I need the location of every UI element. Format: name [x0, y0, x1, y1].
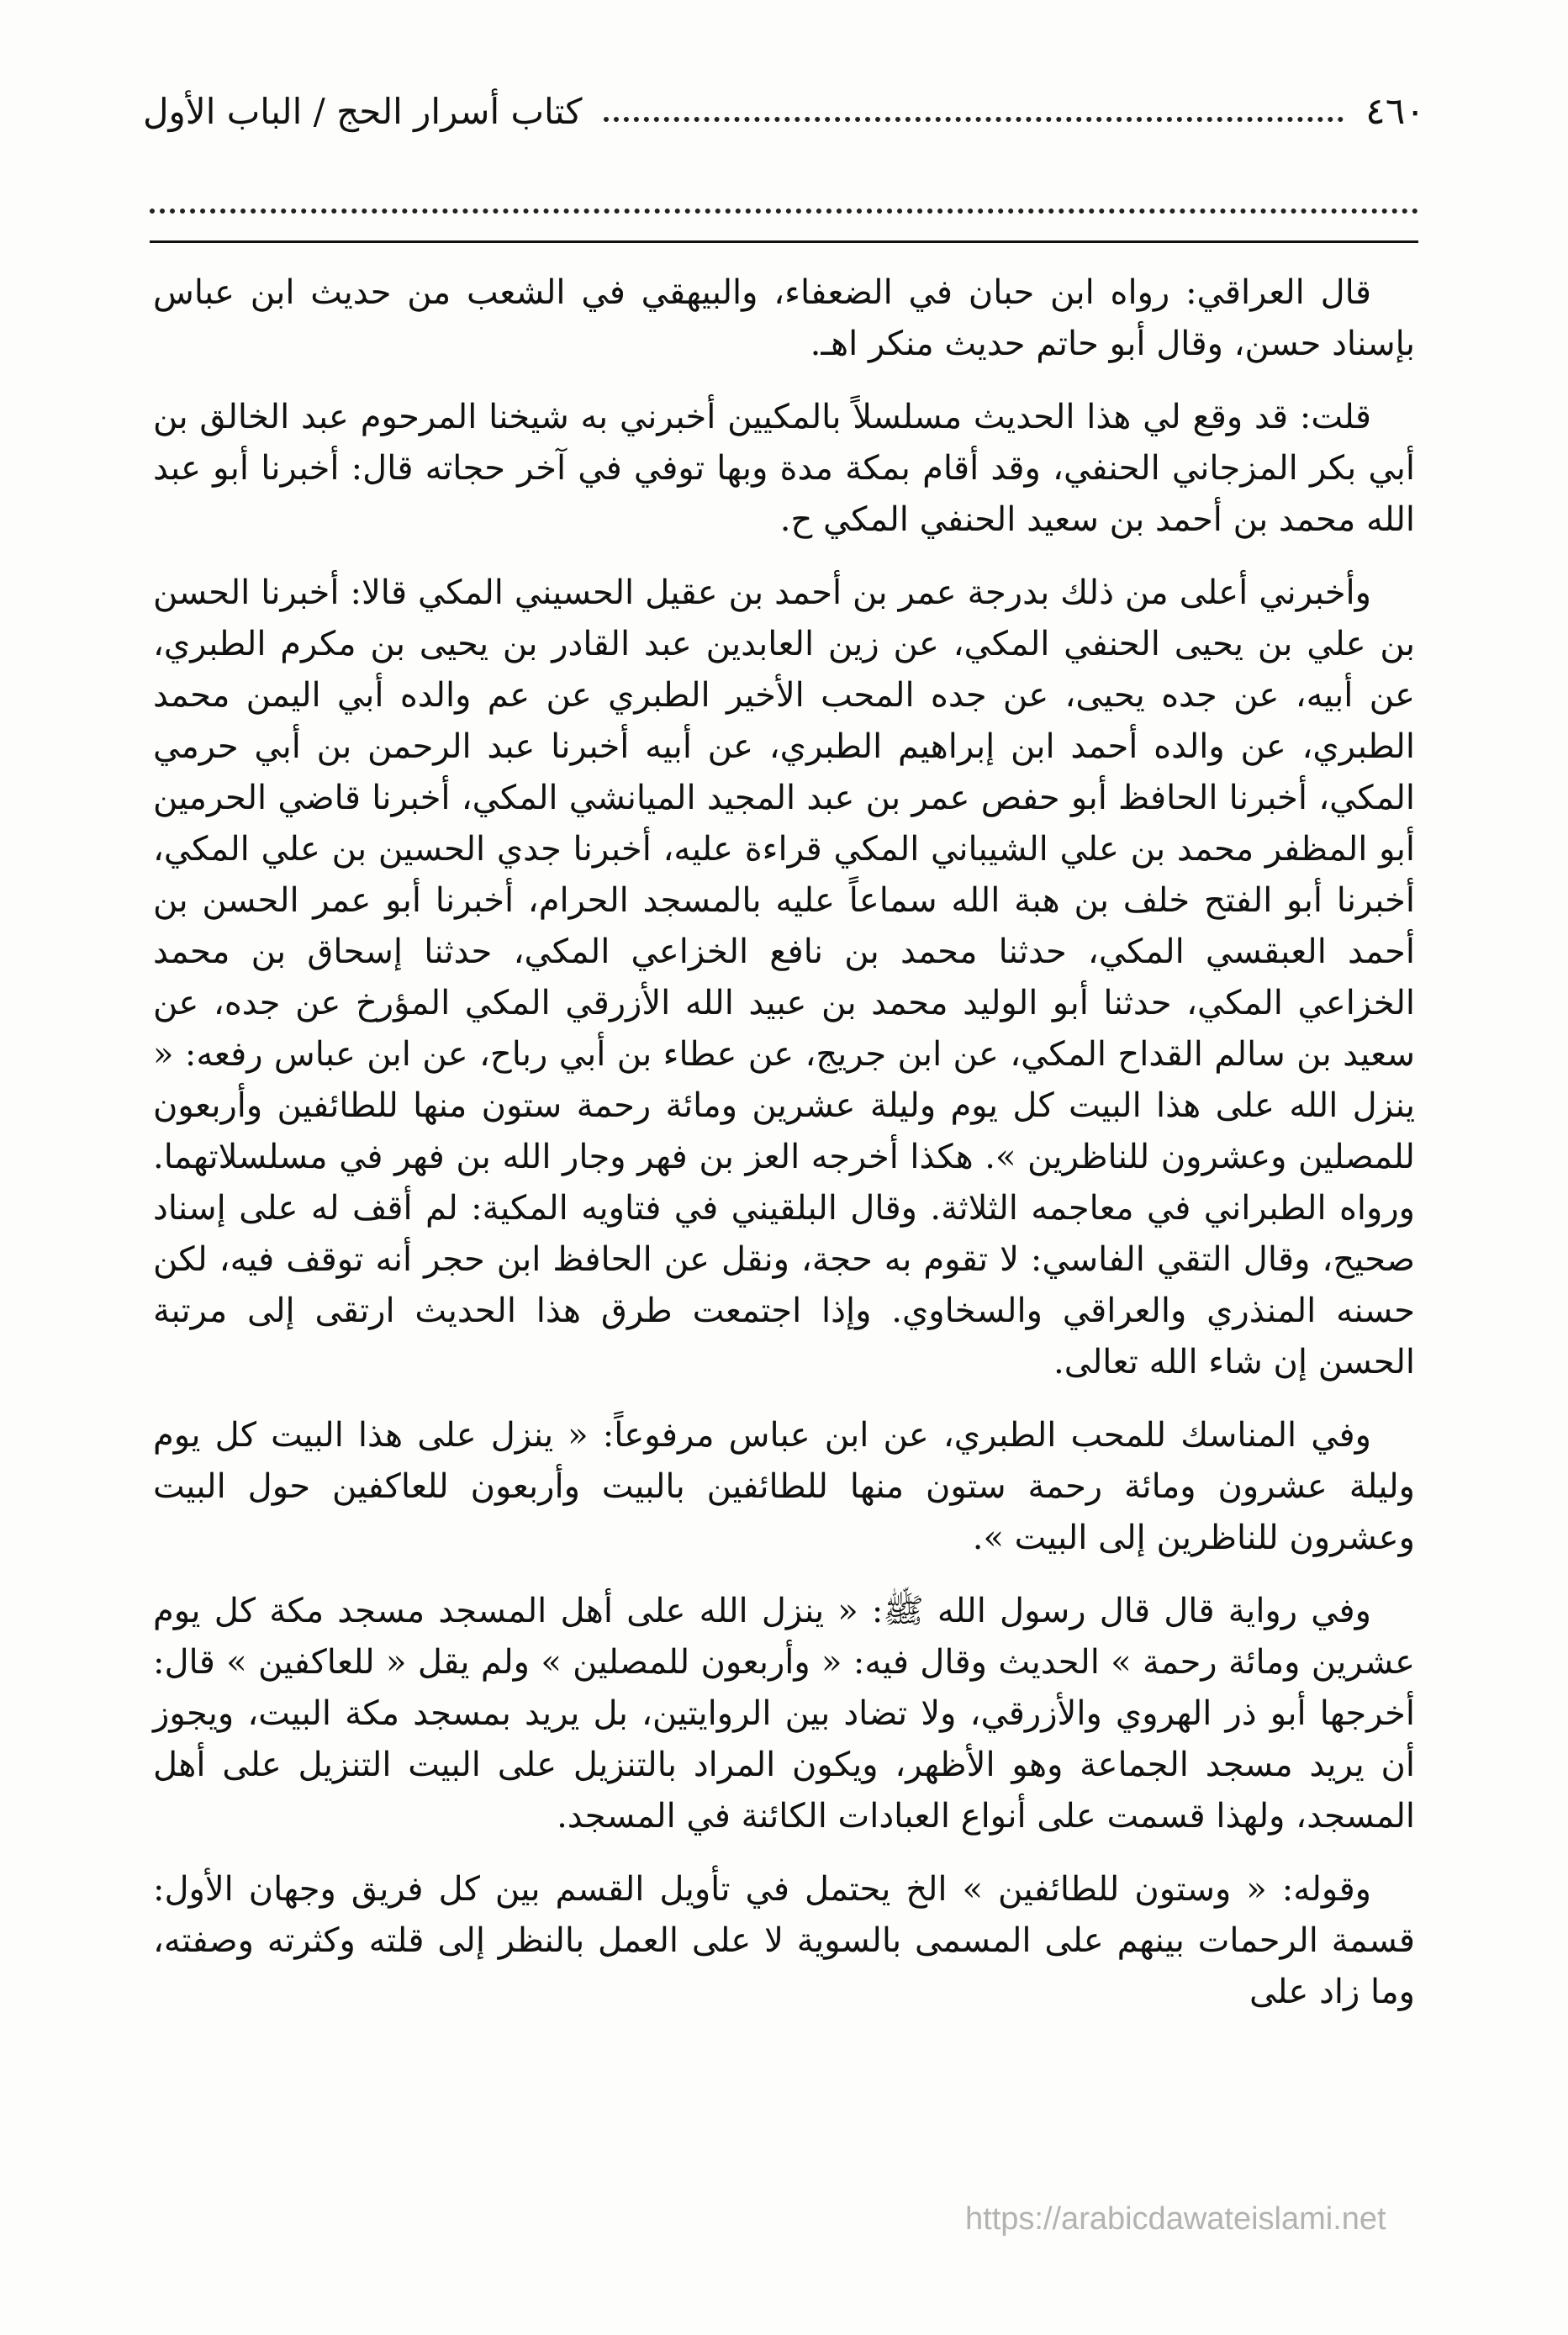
paragraph: وأخبرني أعلى من ذلك بدرجة عمر بن أحمد بن عقيل الحسيني المكي قالا: أخبرنا الحسن بن علي بن يحيى الحنفي المكي، عن زين العابدين عبد القادر بن يحيى بن مكرم الطبري، عن أبيه، عن جده يحيى، عن جده المحب الأخير الطبري عن عم والده أبي اليمن محمد الطبري، عن والده أحمد ابن إبراهيم الطبري، عن أبيه أخبرنا عبد الرحمن بن أبي حرمي المكي، أخبرنا الحافظ أبو حفص عمر بن عبد المجيد الميانشي المكي، أخبرنا قاضي الحرمين أبو المظفر محمد بن علي الشيباني المكي قراءة عليه، أخبرنا جدي الحسين بن علي المكي، أخبرنا أبو الفتح خلف بن هبة الله سماعاً عليه بالمسجد الحرام، أخبرنا أبو عمر الحسن بن أحمد العبقسي المكي، حدثنا محمد بن نافع الخزاعي المكي، حدثنا إسحاق بن محمد الخزاعي المكي، حدثنا أبو الوليد محمد بن عبيد الله الأزرقي المكي المؤرخ عن جده، عن سعيد بن سالم القداح المكي، عن ابن جريج، عن عطاء بن أبي رباح، عن ابن عباس رفعه: « ينزل الله على هذا البيت كل يوم وليلة عشرين ومائة رحمة ستون منها للطائفين وأربعون للمصلين وعشرون للناظرين ». هكذا أخرجه العز بن فهر وجار الله بن فهر في مسلسلاتهما. ورواه الطبراني في معاجمه الثلاثة. وقال البلقيني في فتاويه المكية: لم أقف له على إسناد صحيح، وقال التقي الفاسي: لا تقوم به حجة، ونقل عن الحافظ ابن حجر أنه توقف فيه، لكن حسنه المنذري والعراقي والسخاوي. وإذا اجتمعت طرق هذا الحديث ارتقى إلى مرتبة الحسن إن شاء الله تعالى. [153, 573, 1415, 1381]
paragraph: وفي المناسك للمحب الطبري، عن ابن عباس مرفوعاً: « ينزل على هذا البيت كل يوم وليلة عشرون ومائة رحمة ستون منها للطائفين بالبيت وأربعون للعاكفين حول البيت وعشرون للناظرين إلى البيت ». [153, 1416, 1415, 1557]
header-dot-leader [604, 117, 1344, 122]
paragraph: قال العراقي: رواه ابن حبان في الضعفاء، والبيهقي في الشعب من حديث ابن عباس بإسناد حسن، وقال أبو حاتم حديث منكر اهـ. [153, 273, 1415, 363]
header-rule [150, 240, 1418, 243]
paragraph: وقوله: « وستون للطائفين » الخ يحتمل في تأويل القسم بين كل فريق وجهان الأول: قسمة الرحمات بينهم على المسمى بالسوية لا على العمل بالنظر إلى قلته وكثرته وصفته، وما زاد على [153, 1870, 1415, 2011]
page-body [153, 267, 1415, 2040]
running-title: كتاب أسرار الحج / الباب الأول [143, 90, 583, 132]
watermark-url: https://arabicdawateislami.net [965, 2201, 1386, 2237]
dotted-rule [150, 209, 1418, 214]
paragraph: وفي رواية قال قال رسول الله ﷺ: « ينزل الله على أهل المسجد مسجد مكة كل يوم عشرين ومائة رحمة » الحديث وقال فيه: « وأربعون للمصلين » ولم يقل « للعاكفين » قال: أخرجها أبو ذر الهروي والأزرقي، ولا تضاد بين الروايتين، بل يريد بمسجد مكة البيت، ويجوز أن يريد مسجد الجماعة وهو الأظهر، ويكون المراد بالتنزيل على البيت التنزيل على أهل المسجد، ولهذا قسمت على أنواع العبادات الكائنة في المسجد. [153, 1592, 1415, 1836]
page-header [143, 77, 1425, 145]
paragraph: قلت: قد وقع لي هذا الحديث مسلسلاً بالمكيين أخبرني به شيخنا المرحوم عبد الخالق بن أبي بكر المزجاني الحنفي، وقد أقام بمكة مدة وبها توفي في آخر حجاته قال: أخبرنا أبو عبد الله محمد بن أحمد بن سعيد الحنفي المكي ح. [153, 398, 1415, 539]
page-number: ٤٦٠ [1365, 89, 1425, 133]
